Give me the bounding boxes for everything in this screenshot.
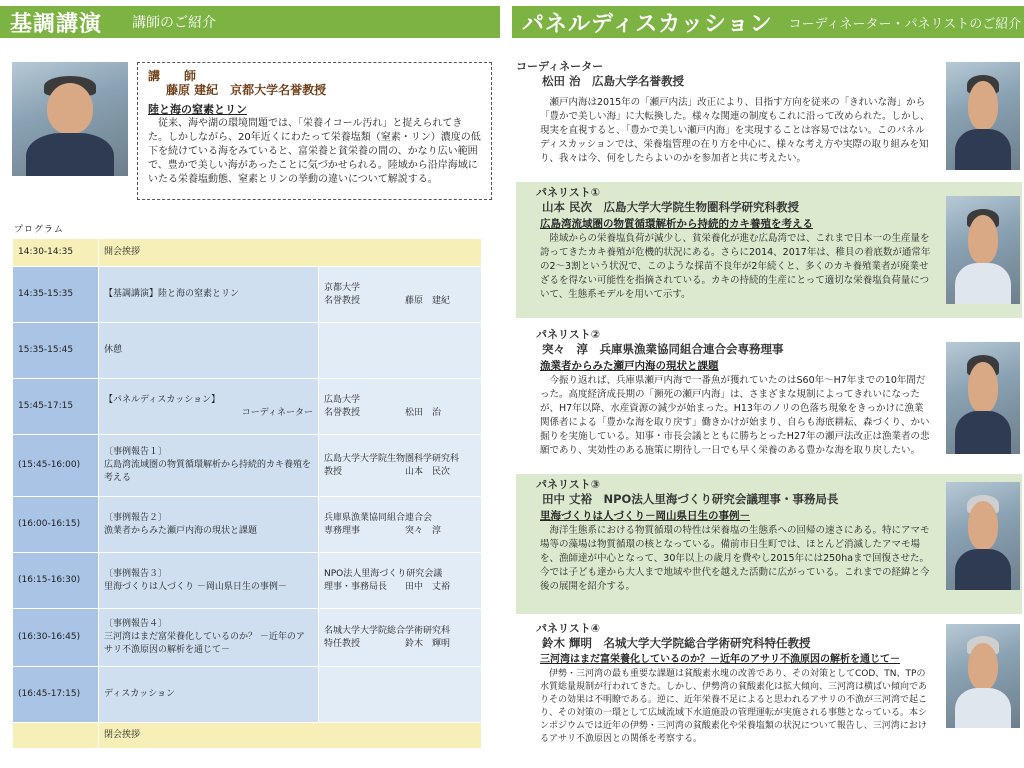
speaker-name: 教授 山本 民次	[324, 466, 451, 477]
speaker-name: 名誉教授 藤原 建紀	[324, 295, 451, 306]
schedule-time: 14:30-14:35	[13, 239, 99, 267]
content-line2: コーディネーター	[241, 407, 313, 418]
panelist-4-photo	[946, 624, 1020, 728]
panelist-1-photo	[946, 196, 1020, 304]
coordinator-name: 松田 治 広島大学名誉教授	[542, 74, 685, 88]
schedule-table	[12, 238, 482, 749]
keynote-name: 藤原 建紀 京都大学名誉教授	[166, 83, 327, 97]
schedule-speaker	[319, 267, 482, 323]
content-line1: 〔事例報告１〕	[104, 447, 168, 457]
speaker-name: 専務理事 突々 淳	[324, 525, 442, 536]
schedule-speaker	[319, 553, 482, 609]
coordinator-photo	[946, 62, 1020, 170]
speaker-org: 京都大学	[324, 282, 361, 293]
keynote-box	[137, 62, 492, 200]
keynote-role: 講 師	[148, 69, 203, 83]
schedule-time: (16:30-16:45)	[13, 609, 99, 667]
schedule-row	[13, 609, 482, 667]
program-label: プログラム	[14, 225, 64, 235]
schedule-row	[13, 553, 482, 609]
panelist-3-body: 海洋生態系における物質循環の特性は栄養塩の生態系への回帰の速さにある。特にアマモ場等の藻場は物質循環の核となっている。備前市日生町では、ほとんど消滅したアマモ場を、漁師達が中心となって、30年以上の歳月を費やし2015年には250haまで回復させた。今では子ども達から大人まで地域や世代を越えた活動に広がっている。これまでの経緯と今後の展開を紹介する。	[540, 525, 930, 592]
coordinator-label: コーディネーター	[516, 60, 604, 73]
panelist-1-name: 山本 民次 広島大学大学院生物圏科学研究科教授	[542, 200, 800, 214]
panelist-2-photo	[946, 342, 1020, 454]
schedule-time: (16:00-16:15)	[13, 497, 99, 553]
panelist-1-label: パネリスト①	[536, 186, 601, 199]
schedule-row	[13, 497, 482, 553]
speaker-org: NPO法人里海づくり研究会議	[324, 568, 443, 579]
schedule-content	[99, 497, 319, 553]
speaker-name: 特任教授 鈴木 輝明	[324, 638, 451, 649]
panel-header-title: パネルディスカッション	[522, 11, 773, 37]
panelist-3-name: 田中 丈裕 NPO法人里海づくり研究会議理事・事務局長	[542, 492, 839, 506]
keynote-speaker-photo	[12, 62, 128, 176]
panelist-3-section	[516, 474, 1022, 614]
schedule-row	[13, 379, 482, 435]
keynote-title: 陸と海の窒素とリン	[148, 103, 247, 116]
schedule-speaker	[319, 435, 482, 497]
content-line2: 広島湾流域圏の物質循環解析から持続的カキ養殖を考える	[104, 460, 312, 483]
content-line2: 里海づくりは人づくり －岡山県日生の事例－	[104, 581, 287, 592]
content-line1: 〔事例報告２〕	[104, 512, 168, 523]
schedule-content: 開会挨拶	[99, 239, 482, 267]
panelist-3-title: 里海づくりは人づくり－岡山県日生の事例－	[540, 510, 750, 522]
speaker-org: 兵庫県漁業協同組合連合会	[324, 512, 433, 523]
schedule-row	[13, 667, 482, 723]
content-line2: 三河湾はまだ富栄養化しているのか？ －近年のアサリ不漁原因の解析を通じて－	[104, 632, 305, 655]
schedule-row	[13, 239, 482, 267]
schedule-time: 15:35-15:45	[13, 323, 99, 379]
schedule-content: ディスカッション	[99, 667, 319, 723]
panelist-1-body: 陸域からの栄養塩負荷が減少し、貧栄養化が進む広島湾では、これまで日本一の生産量を誇ってきたカキ養殖が危機的状況にある。さらに2014、2017年は、稚貝の着底数が通常年の2～3割という状況で、このような採苗不良年が2年続くと、多くのカキ養殖業者が廃業せざるを得ない可能性を指摘されている。カキの持続的生産にとって適切な栄養塩負荷量について、生態系モデルを用いて示す。	[540, 233, 931, 300]
speaker-org: 広島大学大学院生物圏科学研究科	[324, 453, 460, 464]
panelist-4-title: 三河湾はまだ富栄養化しているのか？－近年のアサリ不漁原因の解析を通じて－	[540, 654, 900, 665]
schedule-content: 【基調講演】陸と海の窒素とリン	[99, 267, 319, 323]
panelist-4-label: パネリスト④	[536, 622, 601, 635]
schedule-speaker	[319, 609, 482, 667]
content-line1: 〔事例報告４〕	[104, 619, 168, 629]
panelist-4-section	[516, 620, 1022, 766]
panelist-4-body: 伊勢・三河湾の最も重要な課題は貧酸素水塊の改善であり、その対策としてCOD、TN、TPの水質総量規制が行われてきた。しかし、伊勢湾の貧酸素化は拡大傾向、三河湾は横ばい傾向でありその効果は不明瞭である。逆に、近年栄養不足によると思われるアサリの不漁が三河湾で起こり、その対策の一環として広域流域下水道施設の管理運転が実施される事態となっている。本シンポジウムでは近年の伊勢・三河湾の貧酸素化や栄養塩類の状況について報告し、三河湾におけるアサリ不漁原因との関係を考察する。	[540, 669, 928, 744]
schedule-time: 14:35-15:35	[13, 267, 99, 323]
content-line2: 漁業者からみた瀬戸内海の現状と課題	[104, 525, 258, 536]
schedule-time: (15:45-16:00)	[13, 435, 99, 497]
schedule-row	[13, 323, 482, 379]
keynote-header-title: 基調講演	[10, 11, 103, 37]
panelist-2-name: 突々 淳 兵庫県漁業協同組合連合会専務理事	[542, 342, 784, 356]
panelist-2-label: パネリスト②	[536, 328, 601, 341]
panelist-4-name: 鈴木 輝明 名城大学大学院総合学術研究科特任教授	[542, 636, 811, 650]
schedule-row	[13, 435, 482, 497]
schedule-speaker	[319, 497, 482, 553]
keynote-header-subtitle: 講師のご紹介	[132, 15, 217, 31]
panelist-2-section	[516, 324, 1022, 466]
panel-header-subtitle: コーディネーター・パネリストのご紹介	[788, 16, 1022, 32]
schedule-content	[99, 609, 319, 667]
panelist-1-section	[516, 182, 1022, 318]
coordinator-body: 瀬戸内海は2015年の「瀬戸内法」改正により、目指す方向を従来の「きれいな海」から「豊かで美しい海」に大転換した。様々な関連の制度もこれに沿って改められた。しかし、現実を直視すると、「豊かで美しい瀬戸内海」を実現することは容易ではない。このパネルディスカッションでは、栄養塩管理の在り方を中心に、様々な考え方や実際の取り組みを知り、我々は今、何をしたらよいのかを参加者と共に考えたい。	[540, 97, 930, 164]
content-line1: 〔事例報告３〕	[104, 568, 168, 579]
schedule-speaker	[319, 379, 482, 435]
speaker-name: 名誉教授 松田 治	[324, 407, 442, 418]
schedule-content	[99, 435, 319, 497]
panel-header	[512, 6, 1024, 38]
schedule-content: 閉会挨拶	[99, 723, 482, 749]
panelist-2-title: 漁業者からみた瀬戸内海の現状と課題	[540, 360, 719, 372]
panelist-2-body: 今振り返れば、兵庫県瀬戸内海で一番魚が獲れていたのはS60年～H7年までの10年間だった。高度経済成長期の「瀕死の瀬戸内海」は、さまざまな規制によってきれいになったが、H7年以降、水産資源の減少が始まった。H13年のノリの色落ち現象をきっかけに漁業関係者による「豊かな海を取り戻す」働きかけが始まり、自らも海底耕耘、森づくり、かい掘りを実施している。知事・市長会議とともに勝ちとったH27年の瀬戸法改正は漁業者の悲願であり、実効性のある施策に期待し一日でも早く栄養のある豊かな海を取り戻したい。	[540, 375, 930, 456]
schedule-time: (16:15-16:30)	[13, 553, 99, 609]
schedule-content	[99, 379, 319, 435]
panelist-3-label: パネリスト③	[536, 478, 601, 491]
content-line1: 【パネルディスカッション】	[104, 394, 221, 405]
schedule-time	[13, 723, 99, 749]
schedule-row	[13, 267, 482, 323]
schedule-content	[99, 553, 319, 609]
speaker-org: 名城大学大学院総合学術研究科	[324, 625, 451, 636]
schedule-time: 15:45-17:15	[13, 379, 99, 435]
keynote-body: 従来、海や湖の環境問題では、「栄養イコール汚れ」と捉えられてきた。しかしながら、20年近くにわたって栄養塩類（窒素・リン）濃度の低下を続けている海をみていると、富栄養と貧栄養の間の、かなり広い範囲で、豊かで美しい海があったことに気づかせられる。陸域から沿岸海域にいたる栄養塩動態、窒素とリンの挙動の違いについて解説する。	[148, 118, 481, 185]
panelist-3-photo	[946, 482, 1020, 590]
schedule-content: 休憩	[99, 323, 319, 379]
speaker-org: 広島大学	[324, 394, 361, 405]
panelist-1-title: 広島湾流域圏の物質循環解析から持続的カキ養殖を考える	[540, 218, 813, 230]
keynote-header	[0, 6, 500, 38]
schedule-row	[13, 723, 482, 749]
speaker-name: 理事・事務局長 田中 丈裕	[324, 581, 451, 592]
schedule-time: (16:45-17:15)	[13, 667, 99, 723]
coordinator-section	[516, 60, 1022, 170]
